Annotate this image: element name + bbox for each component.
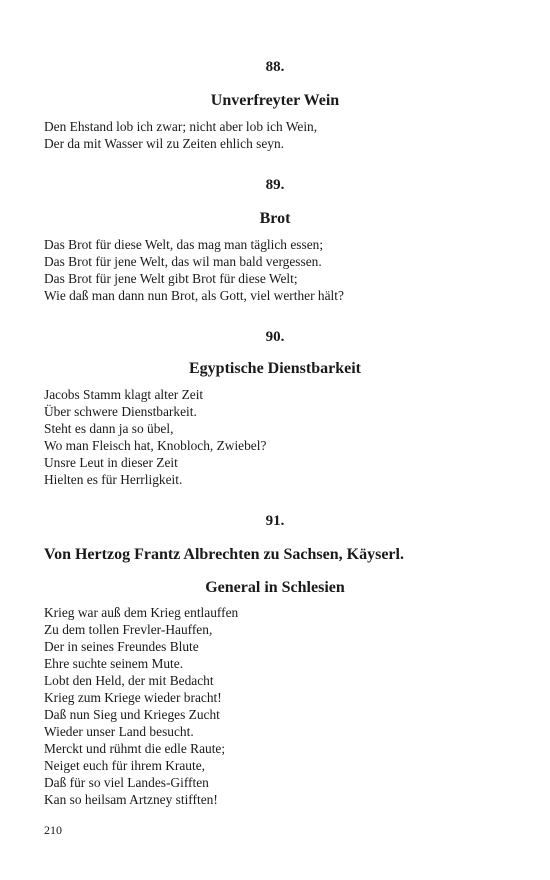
poem-title-91-line2: General in Schlesien — [205, 579, 345, 596]
poem-title-88: Unverfreyter Wein — [210, 92, 340, 109]
page-number: 210 — [44, 823, 62, 837]
poem-line: Das Brot für diese Welt, das mag man täglich essen; — [44, 237, 324, 252]
poem-title-90: Egyptische Dienstbarkeit — [189, 360, 361, 377]
poem-line: Wieder unser Land besucht. — [44, 724, 194, 739]
poem-line: Lobt den Held, der mit Bedacht — [44, 673, 214, 688]
poem-line: Daß für so viel Landes-Gifften — [44, 775, 209, 790]
poem-line: Wie daß man dann nun Brot, als Gott, viel werther hält? — [44, 288, 344, 303]
poem-number-90: 90. — [265, 329, 285, 345]
poem-line: Über schwere Dienstbarkeit. — [44, 404, 197, 419]
poem-number-88: 88. — [265, 59, 285, 75]
poem-line: Hielten es für Herrligkeit. — [44, 472, 183, 487]
poem-line: Merckt und rühmt die edle Raute; — [44, 741, 226, 756]
poem-line: Zu dem tollen Frevler-Hauffen, — [44, 622, 213, 637]
poem-line: Kan so heilsam Artzney stifften! — [44, 792, 218, 807]
poem-number-89: 89. — [265, 177, 285, 193]
poem-line: Das Brot für jene Welt gibt Brot für diese Welt; — [44, 271, 298, 286]
poem-line: Daß nun Sieg und Krieges Zucht — [44, 707, 220, 722]
poem-line: Der da mit Wasser wil zu Zeiten ehlich seyn. — [44, 136, 285, 151]
poem-title-91: Von Hertzog Frantz Albrechten zu Sachsen, Käyserl. — [44, 546, 404, 563]
poem-line: Unsre Leut in dieser Zeit — [44, 455, 178, 470]
poem-text-91 — [44, 604, 506, 808]
poem-text-88 — [44, 118, 506, 152]
poem-line: Jacobs Stamm klagt alter Zeit — [44, 387, 204, 402]
poem-line: Krieg zum Kriege wieder bracht! — [44, 690, 222, 705]
poem-line: Wo man Fleisch hat, Knobloch, Zwiebel? — [44, 438, 267, 453]
poem-line: Das Brot für jene Welt, das wil man bald vergessen. — [44, 254, 322, 269]
poem-line: Der in seines Freundes Blute — [44, 639, 199, 654]
poem-number-91: 91. — [265, 513, 285, 529]
poem-line: Neiget euch für ihrem Kraute, — [44, 758, 205, 773]
poem-title-89: Brot — [259, 210, 291, 227]
poem-text-89 — [44, 236, 506, 304]
poem-line: Krieg war auß dem Krieg entlauffen — [44, 605, 239, 620]
poem-line: Den Ehstand lob ich zwar; nicht aber lob ich Wein, — [44, 119, 318, 134]
book-page — [44, 0, 506, 880]
poem-text-90 — [44, 386, 506, 488]
poem-line: Steht es dann ja so übel, — [44, 421, 174, 436]
poem-line: Ehre suchte seinem Mute. — [44, 656, 184, 671]
